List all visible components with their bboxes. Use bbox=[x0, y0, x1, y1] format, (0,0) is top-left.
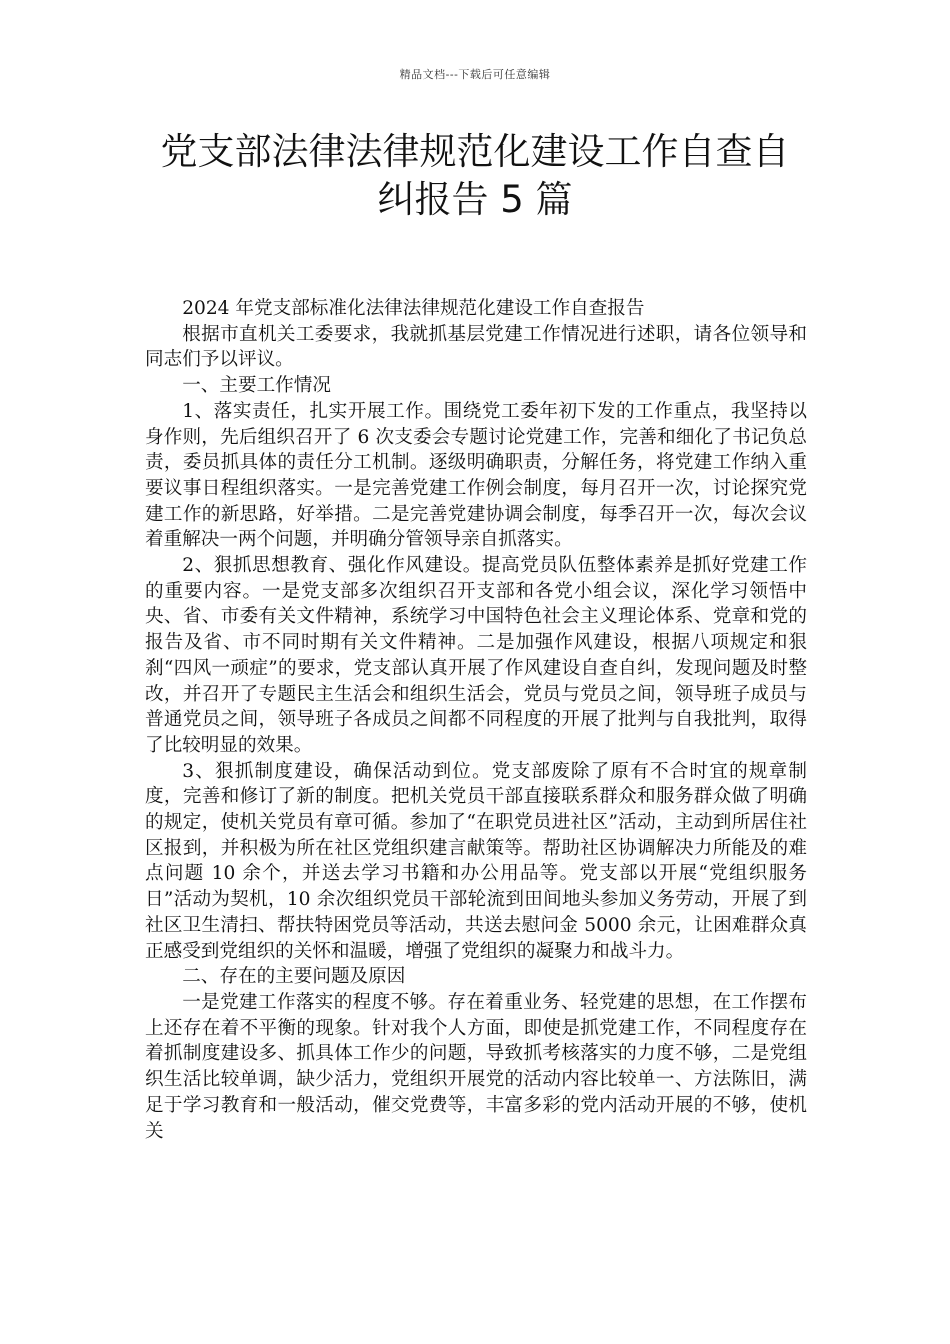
section-heading-1: 一、主要工作情况 bbox=[182, 375, 331, 397]
document-body bbox=[145, 296, 807, 1144]
paragraph-item-2: 2、狠抓思想教育、强化作风建设。提高党员队伍整体素养是抓好党建工作的重要内容。一是党支部多次组织召开支部和各党小组会议，深化学习领悟中央、省、市委有关文件精神，系统学习中国特色社会主义理论体系、党章和党的报告及省、市不同时期有关文件精神。二是加强作风建设，根据八项规定和狠刹“四风一顽症”的要求，党支部认真开展了作风建设自查自纠，发现问题及时整改，并召开了专题民主生活会和组织生活会，党员与党员之间，领导班子成员与普通党员之间，领导班子各成员之间都不同程度的开展了批判与自我批判，取得了比较明显的效果。 bbox=[145, 555, 807, 756]
paragraph-item-1: 1、落实责任，扎实开展工作。围绕党工委年初下发的工作重点，我坚持以身作则，先后组织召开了 6 次支委会专题讨论党建工作，完善和细化了书记负总责，委员抓具体的责任分工机制。逐级明确职责，分解任务，将党建工作纳入重要议事日程组织落实。一是完善党建工作例会制度，每月召开一次，讨论探究党建工作的新思路，好举措。二是完善党建协调会制度，每季召开一次，每次会议着重解决一两个问题，并明确分管领导亲自抓落实。 bbox=[145, 400, 807, 551]
header-note: 精品文档---下载后可任意编辑 bbox=[399, 68, 551, 81]
report-subtitle: 2024 年党支部标准化法律法律规范化建设工作自查报告 bbox=[182, 298, 645, 319]
paragraph-intro: 根据市直机关工委要求，我就抓基层党建工作情况进行述职，请各位领导和同志们予以评议。 bbox=[145, 323, 807, 371]
paragraph-item-3: 3、狠抓制度建设，确保活动到位。党支部废除了原有不合时宜的规章制度，完善和修订了新的制度。把机关党员干部直接联系群众和服务群众做了明确的规定，使机关党员有章可循。参加了“在职党员进社区”活动，主动到所居住社区报到，并积极为所在社区党组织建言献策等。帮助社区协调解决力所能及的难点问题 10 余个，并送去学习书籍和办公用品等。党支部以开展“党组织服务日”活动为契机，10 余次组织党员干部轮流到田间地头参加义务劳动，开展了到社区卫生清扫、帮扶特困党员等活动，共送去慰问金 5000 余元，让困难群众真正感受到党组织的关怀和温暖，增强了党组织的凝聚力和战斗力。 bbox=[145, 760, 807, 962]
paragraph-problem-1: 一是党建工作落实的程度不够。存在着重业务、轻党建的思想，在工作摆布上还存在着不平衡的现象。针对我个人方面，即使是抓党建工作，不同程度存在着抓制度建设多、抓具体工作少的问题，导致抓考核落实的力度不够，二是党组织生活比较单调，缺少活力，党组织开展党的活动内容比较单一、方法陈旧，满足于学习教育和一般活动，催交党费等，丰富多彩的党内活动开展的不够，使机关 bbox=[145, 991, 807, 1142]
document-title bbox=[140, 128, 810, 224]
section-heading-2: 二、存在的主要问题及原因 bbox=[182, 966, 406, 988]
document-title-line-2: 纠报告 5 篇 bbox=[377, 178, 573, 221]
document-title-line-1: 党支部法律法律规范化建设工作自查自 bbox=[160, 130, 790, 173]
